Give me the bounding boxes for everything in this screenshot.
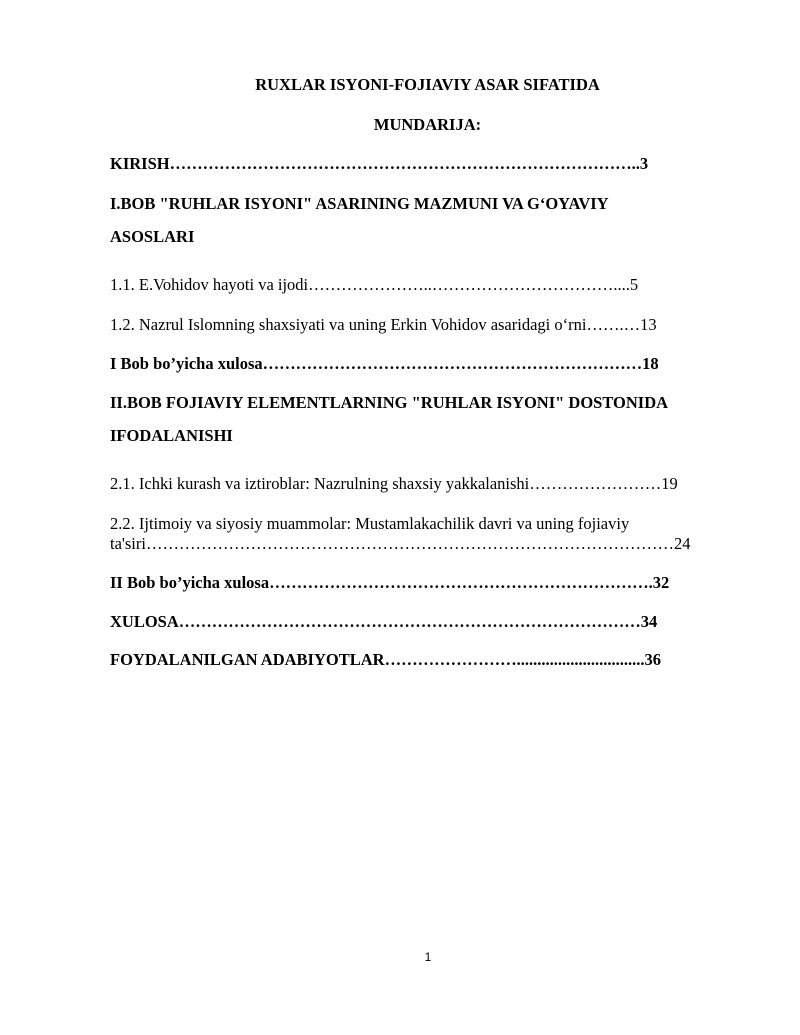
toc-chapter-2-title: II.BOB FOJIAVIY ELEMENTLARNING "RUHLAR ISYONI" DOSTONIDA — [110, 393, 669, 412]
toc-entry-2-2-cont: ta'siri……………………………………………………………………………………24 — [110, 534, 691, 553]
toc-entry-1-2: 1.2. Nazrul Islomning shaxsiyati va uning Erkin Vohidov asaridagi o‘rni…….…13 — [110, 315, 657, 334]
toc-heading: MUNDARIJA: — [373, 115, 482, 134]
toc-entry-references: FOYDALANILGAN ADABIYOTLAR……………………...............................36 — [110, 650, 661, 669]
page-number: 1 — [424, 950, 432, 964]
toc-entry-chapter-2-conclusion: II Bob bo’yicha xulosa…………………………………………………………….32 — [110, 573, 670, 592]
toc-entry-2-2: 2.2. Ijtimoiy va siyosiy muammolar: Mustamlakachilik davri va uning fojiaviy — [110, 514, 630, 533]
toc-entry-chapter-1-conclusion: I Bob bo’yicha xulosa……………………………………………………………18 — [110, 354, 659, 373]
toc-entry-xulosa: XULOSA…………………………………………………………………………34 — [110, 612, 658, 631]
document-title: RUXLAR ISYONI-FOJIAVIY ASAR SIFATIDA — [255, 75, 600, 94]
toc-entry-kirish: KIRISH…………………………………………………………………………..3 — [110, 154, 649, 173]
toc-chapter-1-title-cont: ASOSLARI — [110, 227, 195, 246]
toc-entry-2-1: 2.1. Ichki kurash va iztiroblar: Nazrulning shaxsiy yakkalanishi……………………19 — [110, 474, 678, 493]
toc-chapter-2-title-cont: IFODALANISHI — [110, 426, 233, 445]
toc-entry-1-1: 1.1. E.Vohidov hayoti va ijodi…………………..……………………………....5 — [110, 275, 639, 294]
toc-chapter-1-title: I.BOB "RUHLAR ISYONI" ASARINING MAZMUNI VA G‘OYAVIY — [110, 194, 609, 213]
